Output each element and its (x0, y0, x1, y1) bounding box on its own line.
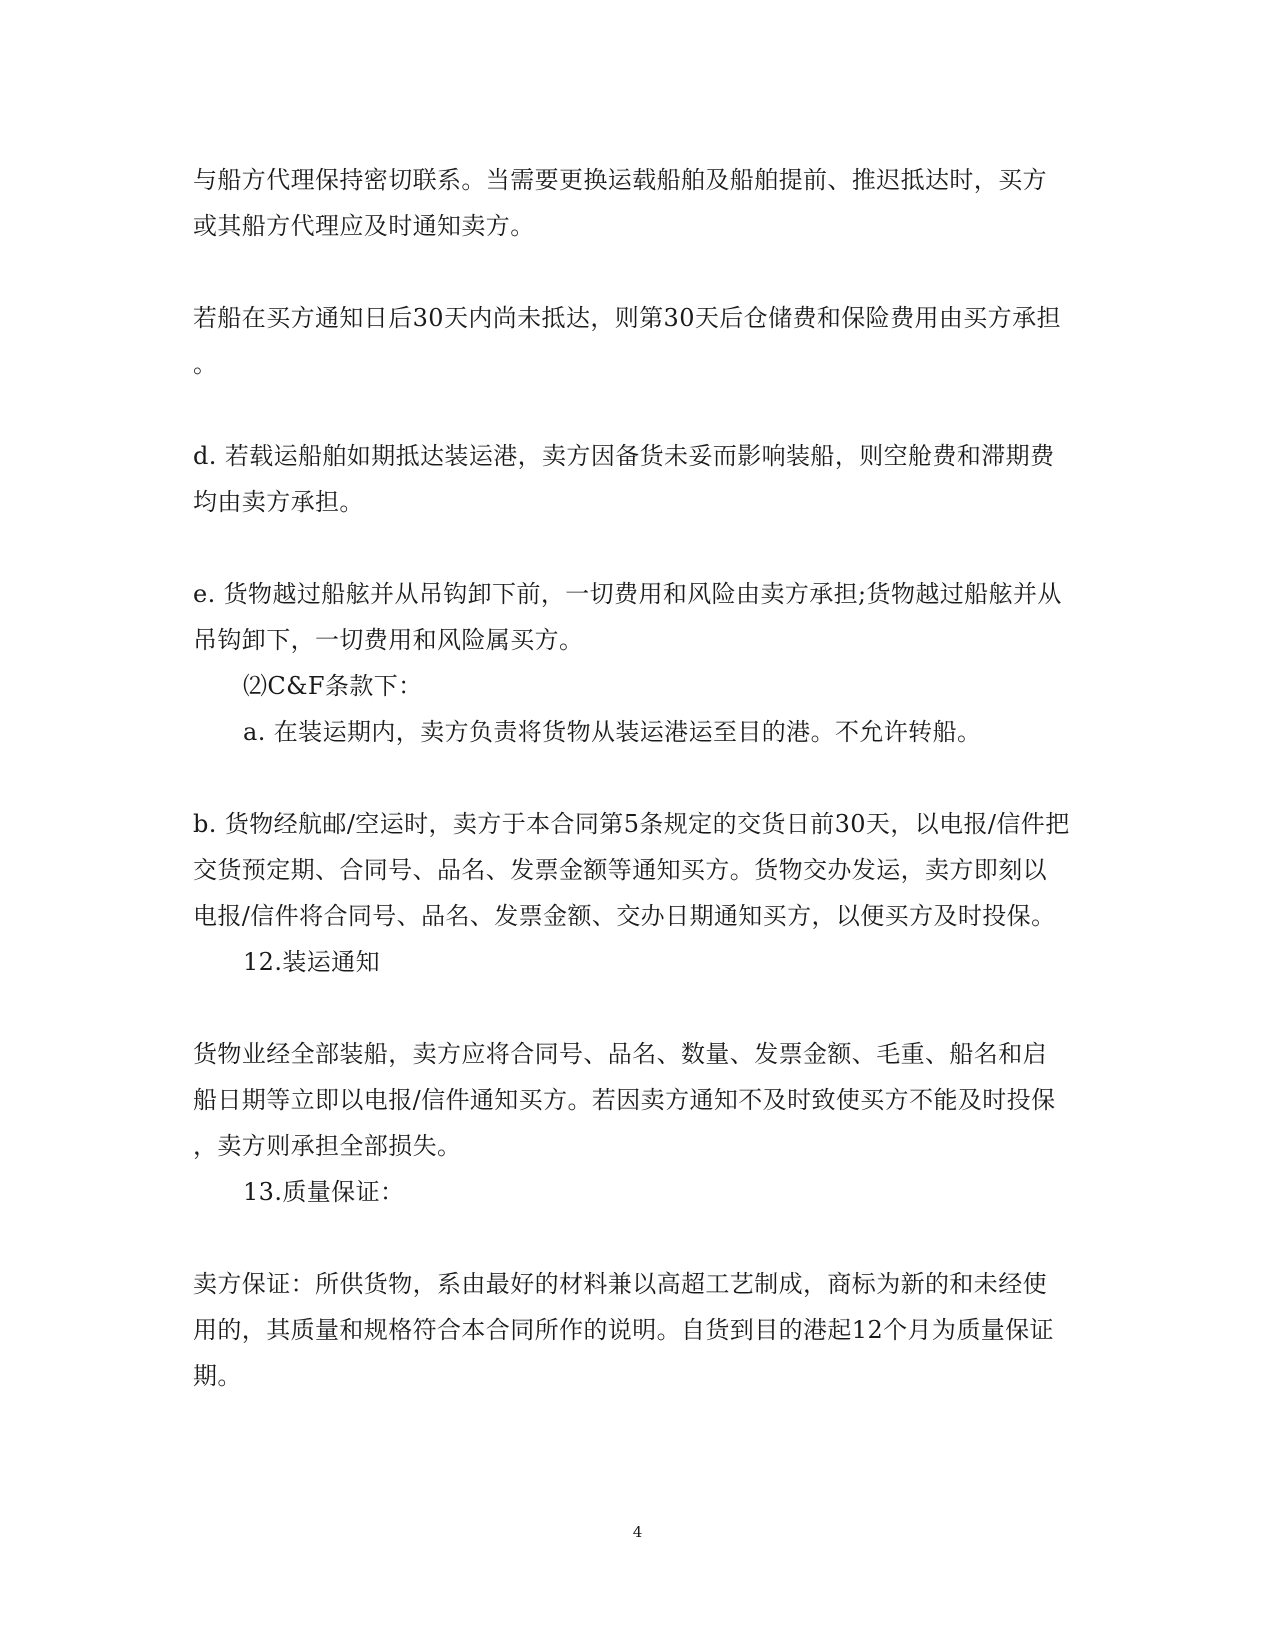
text-line: 交货预定期、合同号、品名、发票金额等通知买方。货物交办发运，卖方即刻以 (193, 856, 1047, 884)
section-heading: 12.装运通知 (243, 948, 380, 976)
text-line: 船日期等立即以电报/信件通知买方。若因卖方通知不及时致使买方不能及时投保 (193, 1086, 1056, 1114)
text-line: 卖方保证：所供货物，系由最好的材料兼以高超工艺制成，商标为新的和未经使 (193, 1270, 1047, 1298)
text-line: 。 (193, 350, 218, 378)
text-line: 均由卖方承担。 (193, 488, 364, 516)
text-line: 电报/信件将合同号、品名、发票金额、交办日期通知买方，以便买方及时投保。 (193, 902, 1056, 930)
section-heading: 13.质量保证： (243, 1178, 405, 1206)
text-line: 或其船方代理应及时通知卖方。 (193, 212, 535, 240)
text-line: 与船方代理保持密切联系。当需要更换运载船舶及船舶提前、推迟抵达时，买方 (193, 166, 1047, 194)
text-line: a. 在装运期内，卖方负责将货物从装运港运至目的港。不允许转船。 (243, 718, 982, 746)
text-line: d. 若载运船舶如期抵达装运港，卖方因备货未妥而影响装船，则空舱费和滞期费 (193, 442, 1055, 470)
text-line: 吊钩卸下，一切费用和风险属买方。 (193, 626, 584, 654)
page-number: 4 (632, 1523, 643, 1541)
text-line: b. 货物经航邮/空运时，卖方于本合同第5条规定的交货日前30天，以电报/信件把 (193, 810, 1070, 838)
text-line: 若船在买方通知日后30天内尚未抵达，则第30天后仓储费和保险费用由买方承担 (193, 304, 1061, 332)
text-line: 用的，其质量和规格符合本合同所作的说明。自货到目的港起12个月为质量保证 (193, 1316, 1054, 1344)
text-line: 期。 (193, 1362, 242, 1390)
text-line: 货物业经全部装船，卖方应将合同号、品名、数量、发票金额、毛重、船名和启 (193, 1040, 1047, 1068)
text-line: ，卖方则承担全部损失。 (193, 1132, 462, 1160)
text-line: e. 货物越过船舷并从吊钩卸下前，一切费用和风险由卖方承担;货物越过船舷并从 (193, 580, 1062, 608)
section-heading: ⑵C&F条款下： (243, 672, 423, 700)
